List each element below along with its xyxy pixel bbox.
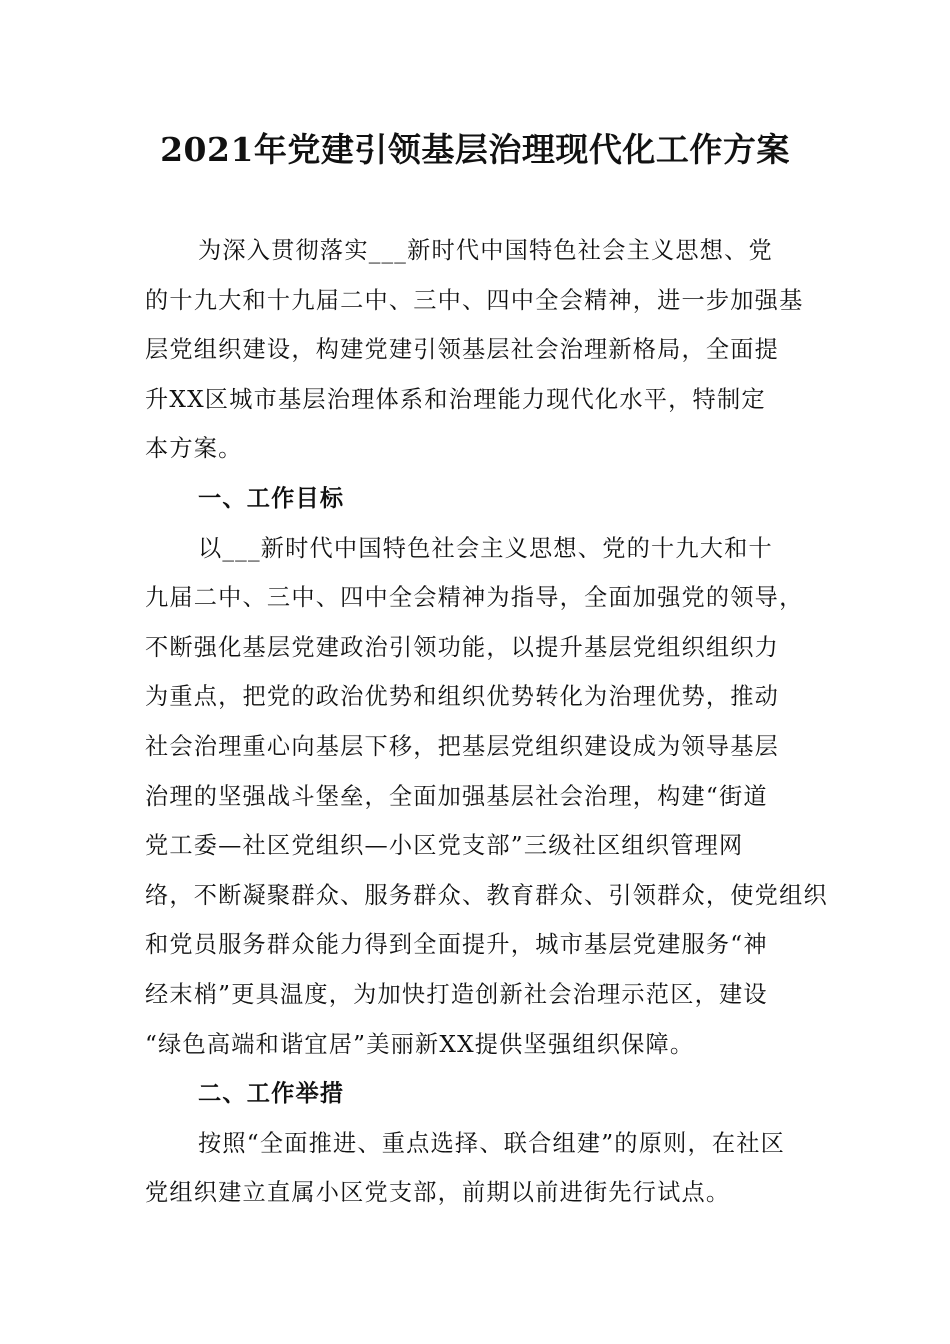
paragraph-line: 为重点，把党的政治优势和组织优势转化为治理优势，推动 [145,683,780,711]
paragraph-line: 为深入贯彻落实___新时代中国特色社会主义思想、党 [198,237,773,264]
paragraph-line: 党工委—社区党组织—小区党支部”三级社区组织管理网 [145,832,744,860]
section-heading: 一、工作目标 [198,484,345,512]
paragraph-line: 升XX区城市基层治理体系和治理能力现代化水平，特制定 [145,385,766,413]
paragraph-line: 的十九大和十九届二中、三中、四中全会精神，进一步加强基 [145,286,804,314]
paragraph-line: 经末梢”更具温度，为加快打造创新社会治理示范区，建设 [145,980,768,1008]
paragraph-line: 和党员服务群众能力得到全面提升，城市基层党建服务“神 [145,931,768,959]
paragraph-line: 九届二中、三中、四中全会精神为指导，全面加强党的领导， [145,584,804,612]
paragraph-line: 层党组织建设，构建党建引领基层社会治理新格局，全面提 [145,336,780,364]
paragraph-line: 按照“全面推进、重点选择、联合组建”的原则，在社区 [198,1129,786,1157]
paragraph-line: 治理的坚强战斗堡垒，全面加强基层社会治理，构建“街道 [145,782,768,810]
paragraph-line: 社会治理重心向基层下移，把基层党组织建设成为领导基层 [145,732,780,760]
paragraph-line: 本方案。 [145,435,243,463]
paragraph-line: 不断强化基层党建政治引领功能，以提升基层党组织组织力 [145,633,780,661]
document-title: 2021年党建引领基层治理现代化工作方案 [160,130,790,169]
paragraph-line: 以___新时代中国特色社会主义思想、党的十九大和十 [198,534,773,562]
document-body [145,226,828,1218]
section-heading: 二、工作举措 [198,1080,345,1108]
paragraph-line: 党组织建立直属小区党支部，前期以前进街先行试点。 [145,1179,731,1207]
paragraph-line: 络，不断凝聚群众、服务群众、教育群众、引领群众，使党组织 [145,881,828,909]
paragraph-line: “绿色高端和谐宜居”美丽新XX提供坚强组织保障。 [145,1030,695,1058]
